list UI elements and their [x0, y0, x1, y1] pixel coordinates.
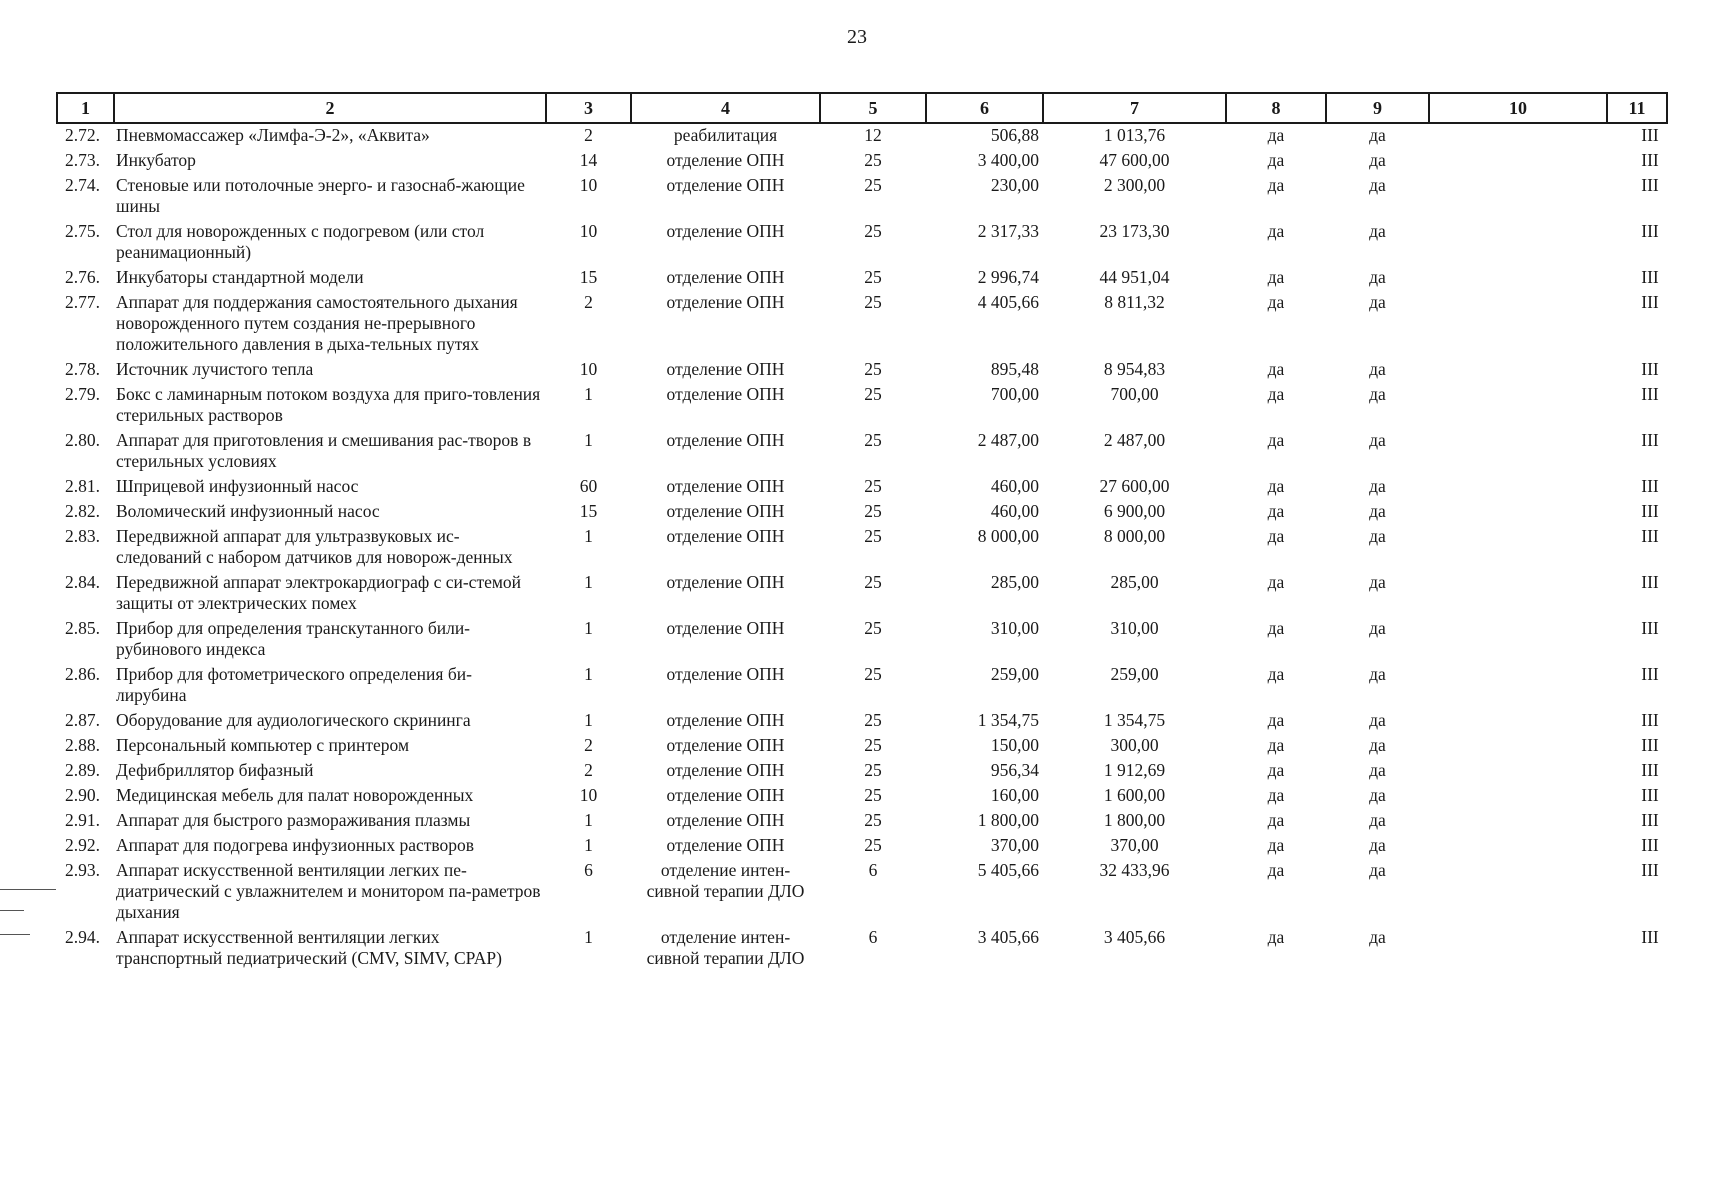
class-cell: III	[1641, 221, 1659, 241]
class-cell: III	[1641, 359, 1659, 379]
table-row	[57, 809, 1667, 834]
quantity-cell: 10	[579, 785, 598, 805]
row-number: 2.85.	[65, 618, 100, 638]
unit-price-cell: 4 405,66	[977, 292, 1039, 312]
equipment-name: Шприцевой инфузионный насос	[116, 476, 359, 496]
unit-price-cell: 956,34	[990, 760, 1039, 780]
total-cost-cell: 23 173,30	[1099, 221, 1170, 241]
column-5-cell: 25	[864, 292, 882, 312]
department-cell: отделение ОПН	[666, 664, 785, 684]
table-row	[57, 149, 1667, 174]
column-5-cell: 12	[864, 125, 882, 145]
table-row	[57, 266, 1667, 291]
department-cell: отделение интен-сивной терапии ДЛО	[646, 860, 805, 901]
department-cell: отделение ОПН	[666, 710, 785, 730]
unit-price-cell: 1 354,75	[977, 710, 1039, 730]
column-5-cell: 25	[864, 430, 882, 450]
class-cell: III	[1641, 384, 1659, 404]
column-header: 3	[546, 93, 631, 123]
column-9-cell: да	[1369, 292, 1386, 312]
column-9-cell: да	[1369, 359, 1386, 379]
table-row	[57, 291, 1667, 358]
equipment-name: Инкубаторы стандартной модели	[116, 267, 364, 287]
total-cost-cell: 44 951,04	[1099, 267, 1170, 287]
column-8-cell: да	[1267, 618, 1285, 638]
row-number: 2.88.	[65, 735, 100, 755]
quantity-cell: 2	[584, 292, 593, 312]
unit-price-cell: 230,00	[990, 175, 1039, 195]
unit-price-cell: 2 317,33	[977, 221, 1039, 241]
column-header: 4	[631, 93, 820, 123]
class-cell: III	[1641, 810, 1659, 830]
column-10-cell	[1429, 859, 1607, 926]
total-cost-cell: 6 900,00	[1103, 501, 1166, 521]
column-10-cell	[1429, 663, 1607, 709]
total-cost-cell: 300,00	[1110, 735, 1159, 755]
class-cell: III	[1641, 664, 1659, 684]
equipment-name: Медицинская мебель для палат новорожденных	[116, 785, 474, 805]
department-cell: отделение ОПН	[666, 476, 785, 496]
table-row	[57, 834, 1667, 859]
total-cost-cell: 8 811,32	[1104, 292, 1165, 312]
department-cell: отделение ОПН	[666, 618, 785, 638]
column-10-cell	[1429, 383, 1607, 429]
quantity-cell: 10	[579, 221, 598, 241]
department-cell: отделение ОПН	[666, 810, 785, 830]
column-9-cell: да	[1369, 476, 1386, 496]
unit-price-cell: 460,00	[990, 476, 1039, 496]
table-row	[57, 571, 1667, 617]
row-number: 2.90.	[65, 785, 100, 805]
column-10-cell	[1429, 734, 1607, 759]
quantity-cell: 14	[579, 150, 598, 170]
column-10-cell	[1429, 358, 1607, 383]
column-8-cell: да	[1267, 292, 1285, 312]
quantity-cell: 1	[584, 572, 593, 592]
row-number: 2.83.	[65, 526, 100, 546]
table-row	[57, 759, 1667, 784]
column-header: 6	[926, 93, 1043, 123]
column-8-cell: да	[1267, 526, 1285, 546]
department-cell: реабилитация	[673, 125, 778, 145]
column-8-cell: да	[1267, 267, 1285, 287]
row-number: 2.76.	[65, 267, 100, 287]
row-number: 2.77.	[65, 292, 100, 312]
equipment-name: Бокс с ламинарным потоком воздуха для приго-товления стерильных растворов	[116, 384, 541, 425]
column-8-cell: да	[1267, 810, 1285, 830]
column-8-cell: да	[1267, 735, 1285, 755]
column-9-cell: да	[1369, 430, 1386, 450]
row-number: 2.75.	[65, 221, 100, 241]
quantity-cell: 2	[584, 735, 593, 755]
equipment-name: Аппарат для подогрева инфузионных растворов	[116, 835, 475, 855]
table-row	[57, 663, 1667, 709]
total-cost-cell: 32 433,96	[1099, 860, 1170, 880]
row-number: 2.89.	[65, 760, 100, 780]
column-9-cell: да	[1369, 860, 1386, 880]
column-8-cell: да	[1267, 359, 1285, 379]
unit-price-cell: 160,00	[990, 785, 1039, 805]
quantity-cell: 1	[584, 835, 593, 855]
column-header: 9	[1326, 93, 1429, 123]
column-5-cell: 25	[864, 760, 882, 780]
row-number: 2.92.	[65, 835, 100, 855]
class-cell: III	[1641, 292, 1659, 312]
column-header: 8	[1226, 93, 1326, 123]
column-10-cell	[1429, 149, 1607, 174]
total-cost-cell: 285,00	[1110, 572, 1159, 592]
department-cell: отделение ОПН	[666, 292, 785, 312]
department-cell: отделение ОПН	[666, 526, 785, 546]
quantity-cell: 60	[579, 476, 598, 496]
total-cost-cell: 47 600,00	[1099, 150, 1170, 170]
column-9-cell: да	[1369, 760, 1386, 780]
column-9-cell: да	[1369, 175, 1386, 195]
row-number: 2.87.	[65, 710, 100, 730]
row-number: 2.72.	[65, 125, 100, 145]
column-9-cell: да	[1369, 150, 1386, 170]
column-header: 10	[1429, 93, 1607, 123]
column-5-cell: 25	[864, 572, 882, 592]
total-cost-cell: 2 487,00	[1103, 430, 1166, 450]
table-row	[57, 475, 1667, 500]
column-8-cell: да	[1267, 785, 1285, 805]
column-9-cell: да	[1369, 810, 1386, 830]
column-8-cell: да	[1267, 221, 1285, 241]
column-5-cell: 25	[864, 267, 882, 287]
table-row	[57, 174, 1667, 220]
column-8-cell: да	[1267, 835, 1285, 855]
unit-price-cell: 5 405,66	[977, 860, 1039, 880]
class-cell: III	[1641, 710, 1659, 730]
unit-price-cell: 700,00	[990, 384, 1039, 404]
column-5-cell: 25	[864, 476, 882, 496]
column-header: 1	[57, 93, 114, 123]
class-cell: III	[1641, 760, 1659, 780]
quantity-cell: 15	[579, 267, 598, 287]
equipment-name: Аппарат для приготовления и смешивания рас-творов в стерильных условиях	[116, 430, 532, 471]
unit-price-cell: 370,00	[990, 835, 1039, 855]
column-8-cell: да	[1267, 927, 1285, 947]
column-10-cell	[1429, 617, 1607, 663]
column-10-cell	[1429, 709, 1607, 734]
column-5-cell: 25	[864, 150, 882, 170]
column-header: 7	[1043, 93, 1226, 123]
table-body	[57, 123, 1667, 972]
column-5-cell: 25	[864, 835, 882, 855]
table-row	[57, 617, 1667, 663]
unit-price-cell: 259,00	[990, 664, 1039, 684]
row-number: 2.74.	[65, 175, 100, 195]
table-header	[57, 93, 1667, 123]
department-cell: отделение ОПН	[666, 785, 785, 805]
department-cell: отделение ОПН	[666, 735, 785, 755]
column-10-cell	[1429, 266, 1607, 291]
class-cell: III	[1641, 618, 1659, 638]
total-cost-cell: 1 912,69	[1103, 760, 1166, 780]
total-cost-cell: 27 600,00	[1099, 476, 1170, 496]
quantity-cell: 1	[584, 710, 593, 730]
class-cell: III	[1641, 785, 1659, 805]
department-cell: отделение интен-сивной терапии ДЛО	[646, 927, 805, 968]
table-row	[57, 784, 1667, 809]
class-cell: III	[1641, 125, 1659, 145]
column-10-cell	[1429, 784, 1607, 809]
department-cell: отделение ОПН	[666, 150, 785, 170]
equipment-name: Стеновые или потолочные энерго- и газоснаб-жающие шины	[116, 175, 525, 216]
column-5-cell: 25	[864, 384, 882, 404]
row-number: 2.82.	[65, 501, 100, 521]
column-10-cell	[1429, 571, 1607, 617]
column-10-cell	[1429, 123, 1607, 149]
quantity-cell: 1	[584, 810, 593, 830]
class-cell: III	[1641, 175, 1659, 195]
column-9-cell: да	[1369, 125, 1386, 145]
row-number: 2.86.	[65, 664, 100, 684]
column-8-cell: да	[1267, 760, 1285, 780]
total-cost-cell: 1 800,00	[1103, 810, 1166, 830]
table-row	[57, 383, 1667, 429]
column-9-cell: да	[1369, 835, 1386, 855]
row-number: 2.93.	[65, 860, 100, 880]
department-cell: отделение ОПН	[666, 501, 785, 521]
column-8-cell: да	[1267, 664, 1285, 684]
class-cell: III	[1641, 835, 1659, 855]
column-8-cell: да	[1267, 150, 1285, 170]
table-row	[57, 709, 1667, 734]
table-row	[57, 123, 1667, 149]
column-10-cell	[1429, 291, 1607, 358]
class-cell: III	[1641, 430, 1659, 450]
unit-price-cell: 8 000,00	[977, 526, 1039, 546]
column-8-cell: да	[1267, 572, 1285, 592]
equipment-name: Прибор для определения транскутанного били-рубинового индекса	[116, 618, 471, 659]
column-10-cell	[1429, 220, 1607, 266]
column-10-cell	[1429, 174, 1607, 220]
total-cost-cell: 700,00	[1110, 384, 1159, 404]
column-9-cell: да	[1369, 501, 1386, 521]
class-cell: III	[1641, 150, 1659, 170]
total-cost-cell: 259,00	[1110, 664, 1159, 684]
scan-artifact	[0, 910, 24, 911]
unit-price-cell: 150,00	[990, 735, 1039, 755]
column-9-cell: да	[1369, 735, 1386, 755]
table-row	[57, 429, 1667, 475]
total-cost-cell: 1 354,75	[1103, 710, 1166, 730]
table-row	[57, 926, 1667, 972]
column-5-cell: 25	[864, 710, 882, 730]
class-cell: III	[1641, 526, 1659, 546]
total-cost-cell: 1 013,76	[1103, 125, 1166, 145]
scan-artifact	[0, 934, 30, 935]
column-10-cell	[1429, 429, 1607, 475]
quantity-cell: 1	[584, 526, 593, 546]
total-cost-cell: 1 600,00	[1103, 785, 1166, 805]
row-number: 2.79.	[65, 384, 100, 404]
equipment-name: Персональный компьютер с принтером	[116, 735, 410, 755]
column-5-cell: 25	[864, 175, 882, 195]
quantity-cell: 15	[579, 501, 598, 521]
column-9-cell: да	[1369, 710, 1386, 730]
equipment-name: Стол для новорожденных с подогревом (или стол реанимационный)	[116, 221, 485, 262]
equipment-name: Аппарат искусственной вентиляции легких пе-диатрический с увлажнителем и монитором па-раметров дыхания	[116, 860, 541, 922]
table-row	[57, 500, 1667, 525]
row-number: 2.81.	[65, 476, 100, 496]
column-8-cell: да	[1267, 860, 1285, 880]
column-5-cell: 6	[868, 860, 878, 880]
column-5-cell: 25	[864, 785, 882, 805]
column-9-cell: да	[1369, 267, 1386, 287]
row-number: 2.78.	[65, 359, 100, 379]
department-cell: отделение ОПН	[666, 760, 785, 780]
class-cell: III	[1641, 927, 1659, 947]
column-5-cell: 25	[864, 735, 882, 755]
quantity-cell: 1	[584, 430, 593, 450]
total-cost-cell: 3 405,66	[1103, 927, 1166, 947]
class-cell: III	[1641, 267, 1659, 287]
equipment-name: Аппарат для быстрого размораживания плазмы	[116, 810, 471, 830]
quantity-cell: 2	[584, 125, 593, 145]
total-cost-cell: 310,00	[1110, 618, 1159, 638]
column-5-cell: 25	[864, 526, 882, 546]
row-number: 2.80.	[65, 430, 100, 450]
quantity-cell: 1	[584, 664, 593, 684]
column-9-cell: да	[1369, 221, 1386, 241]
unit-price-cell: 310,00	[990, 618, 1039, 638]
quantity-cell: 1	[584, 927, 593, 947]
column-9-cell: да	[1369, 785, 1386, 805]
column-10-cell	[1429, 475, 1607, 500]
column-9-cell: да	[1369, 572, 1386, 592]
equipment-name: Пневмомассажер «Лимфа-Э-2», «Аквита»	[116, 125, 430, 145]
column-8-cell: да	[1267, 175, 1285, 195]
unit-price-cell: 506,88	[990, 125, 1039, 145]
unit-price-cell: 1 800,00	[977, 810, 1039, 830]
department-cell: отделение ОПН	[666, 175, 785, 195]
equipment-table-container	[56, 92, 1666, 972]
column-header: 11	[1607, 93, 1667, 123]
column-5-cell: 25	[864, 359, 882, 379]
equipment-name: Инкубатор	[116, 150, 196, 170]
column-8-cell: да	[1267, 430, 1285, 450]
column-9-cell: да	[1369, 618, 1386, 638]
page-number: 23	[847, 26, 867, 48]
unit-price-cell: 895,48	[990, 359, 1039, 379]
row-number: 2.84.	[65, 572, 100, 592]
row-number: 2.94.	[65, 927, 100, 947]
equipment-name: Дефибриллятор бифазный	[116, 760, 314, 780]
equipment-name: Оборудование для аудиологического скрининга	[116, 710, 471, 730]
scan-artifact	[0, 889, 56, 890]
department-cell: отделение ОПН	[666, 384, 785, 404]
unit-price-cell: 2 487,00	[977, 430, 1039, 450]
row-number: 2.73.	[65, 150, 100, 170]
equipment-name: Передвижной аппарат для ультразвуковых ис-следований с набором датчиков для новорож-денных	[116, 526, 513, 567]
total-cost-cell: 370,00	[1110, 835, 1159, 855]
column-5-cell: 25	[864, 221, 882, 241]
table-row	[57, 220, 1667, 266]
equipment-name: Источник лучистого тепла	[116, 359, 314, 379]
equipment-name: Прибор для фотометрического определения би-лирубина	[116, 664, 472, 705]
column-8-cell: да	[1267, 710, 1285, 730]
quantity-cell: 1	[584, 384, 593, 404]
department-cell: отделение ОПН	[666, 835, 785, 855]
column-8-cell: да	[1267, 476, 1285, 496]
quantity-cell: 1	[584, 618, 593, 638]
unit-price-cell: 460,00	[990, 501, 1039, 521]
equipment-name: Передвижной аппарат электрокардиограф с си-стемой защиты от электрических помех	[116, 572, 522, 613]
row-number: 2.91.	[65, 810, 100, 830]
column-9-cell: да	[1369, 526, 1386, 546]
column-10-cell	[1429, 525, 1607, 571]
column-9-cell: да	[1369, 927, 1386, 947]
unit-price-cell: 3 405,66	[977, 927, 1039, 947]
department-cell: отделение ОПН	[666, 267, 785, 287]
unit-price-cell: 3 400,00	[977, 150, 1039, 170]
department-cell: отделение ОПН	[666, 430, 785, 450]
column-5-cell: 25	[864, 664, 882, 684]
column-8-cell: да	[1267, 384, 1285, 404]
header-row	[57, 93, 1667, 123]
class-cell: III	[1641, 476, 1659, 496]
total-cost-cell: 8 000,00	[1103, 526, 1166, 546]
department-cell: отделение ОПН	[666, 359, 785, 379]
column-10-cell	[1429, 926, 1607, 972]
column-5-cell: 25	[864, 501, 882, 521]
total-cost-cell: 2 300,00	[1103, 175, 1166, 195]
column-10-cell	[1429, 834, 1607, 859]
class-cell: III	[1641, 735, 1659, 755]
quantity-cell: 2	[584, 760, 593, 780]
table-row	[57, 525, 1667, 571]
quantity-cell: 6	[584, 860, 593, 880]
column-10-cell	[1429, 809, 1607, 834]
column-8-cell: да	[1267, 125, 1285, 145]
column-8-cell: да	[1267, 501, 1285, 521]
equipment-name: Аппарат искусственной вентиляции легких транспортный педиатрический (CMV, SIMV, CPAP)	[116, 927, 502, 968]
column-9-cell: да	[1369, 664, 1386, 684]
column-header: 5	[820, 93, 926, 123]
column-5-cell: 25	[864, 810, 882, 830]
class-cell: III	[1641, 572, 1659, 592]
total-cost-cell: 8 954,83	[1103, 359, 1166, 379]
table-row	[57, 734, 1667, 759]
quantity-cell: 10	[579, 175, 598, 195]
column-5-cell: 25	[864, 618, 882, 638]
unit-price-cell: 285,00	[990, 572, 1039, 592]
column-10-cell	[1429, 500, 1607, 525]
column-9-cell: да	[1369, 384, 1386, 404]
column-5-cell: 6	[868, 927, 878, 947]
table-row	[57, 859, 1667, 926]
department-cell: отделение ОПН	[666, 572, 785, 592]
column-10-cell	[1429, 759, 1607, 784]
unit-price-cell: 2 996,74	[977, 267, 1039, 287]
department-cell: отделение ОПН	[666, 221, 785, 241]
class-cell: III	[1641, 860, 1659, 880]
equipment-name: Воломический инфузионный насос	[116, 501, 380, 521]
table-row	[57, 358, 1667, 383]
equipment-table	[56, 92, 1668, 972]
class-cell: III	[1641, 501, 1659, 521]
column-header: 2	[114, 93, 546, 123]
quantity-cell: 10	[579, 359, 598, 379]
equipment-name: Аппарат для поддержания самостоятельного дыхания новорожденного путем создания не-прерывного положительного давления в дыха-тельных путях	[116, 292, 518, 354]
